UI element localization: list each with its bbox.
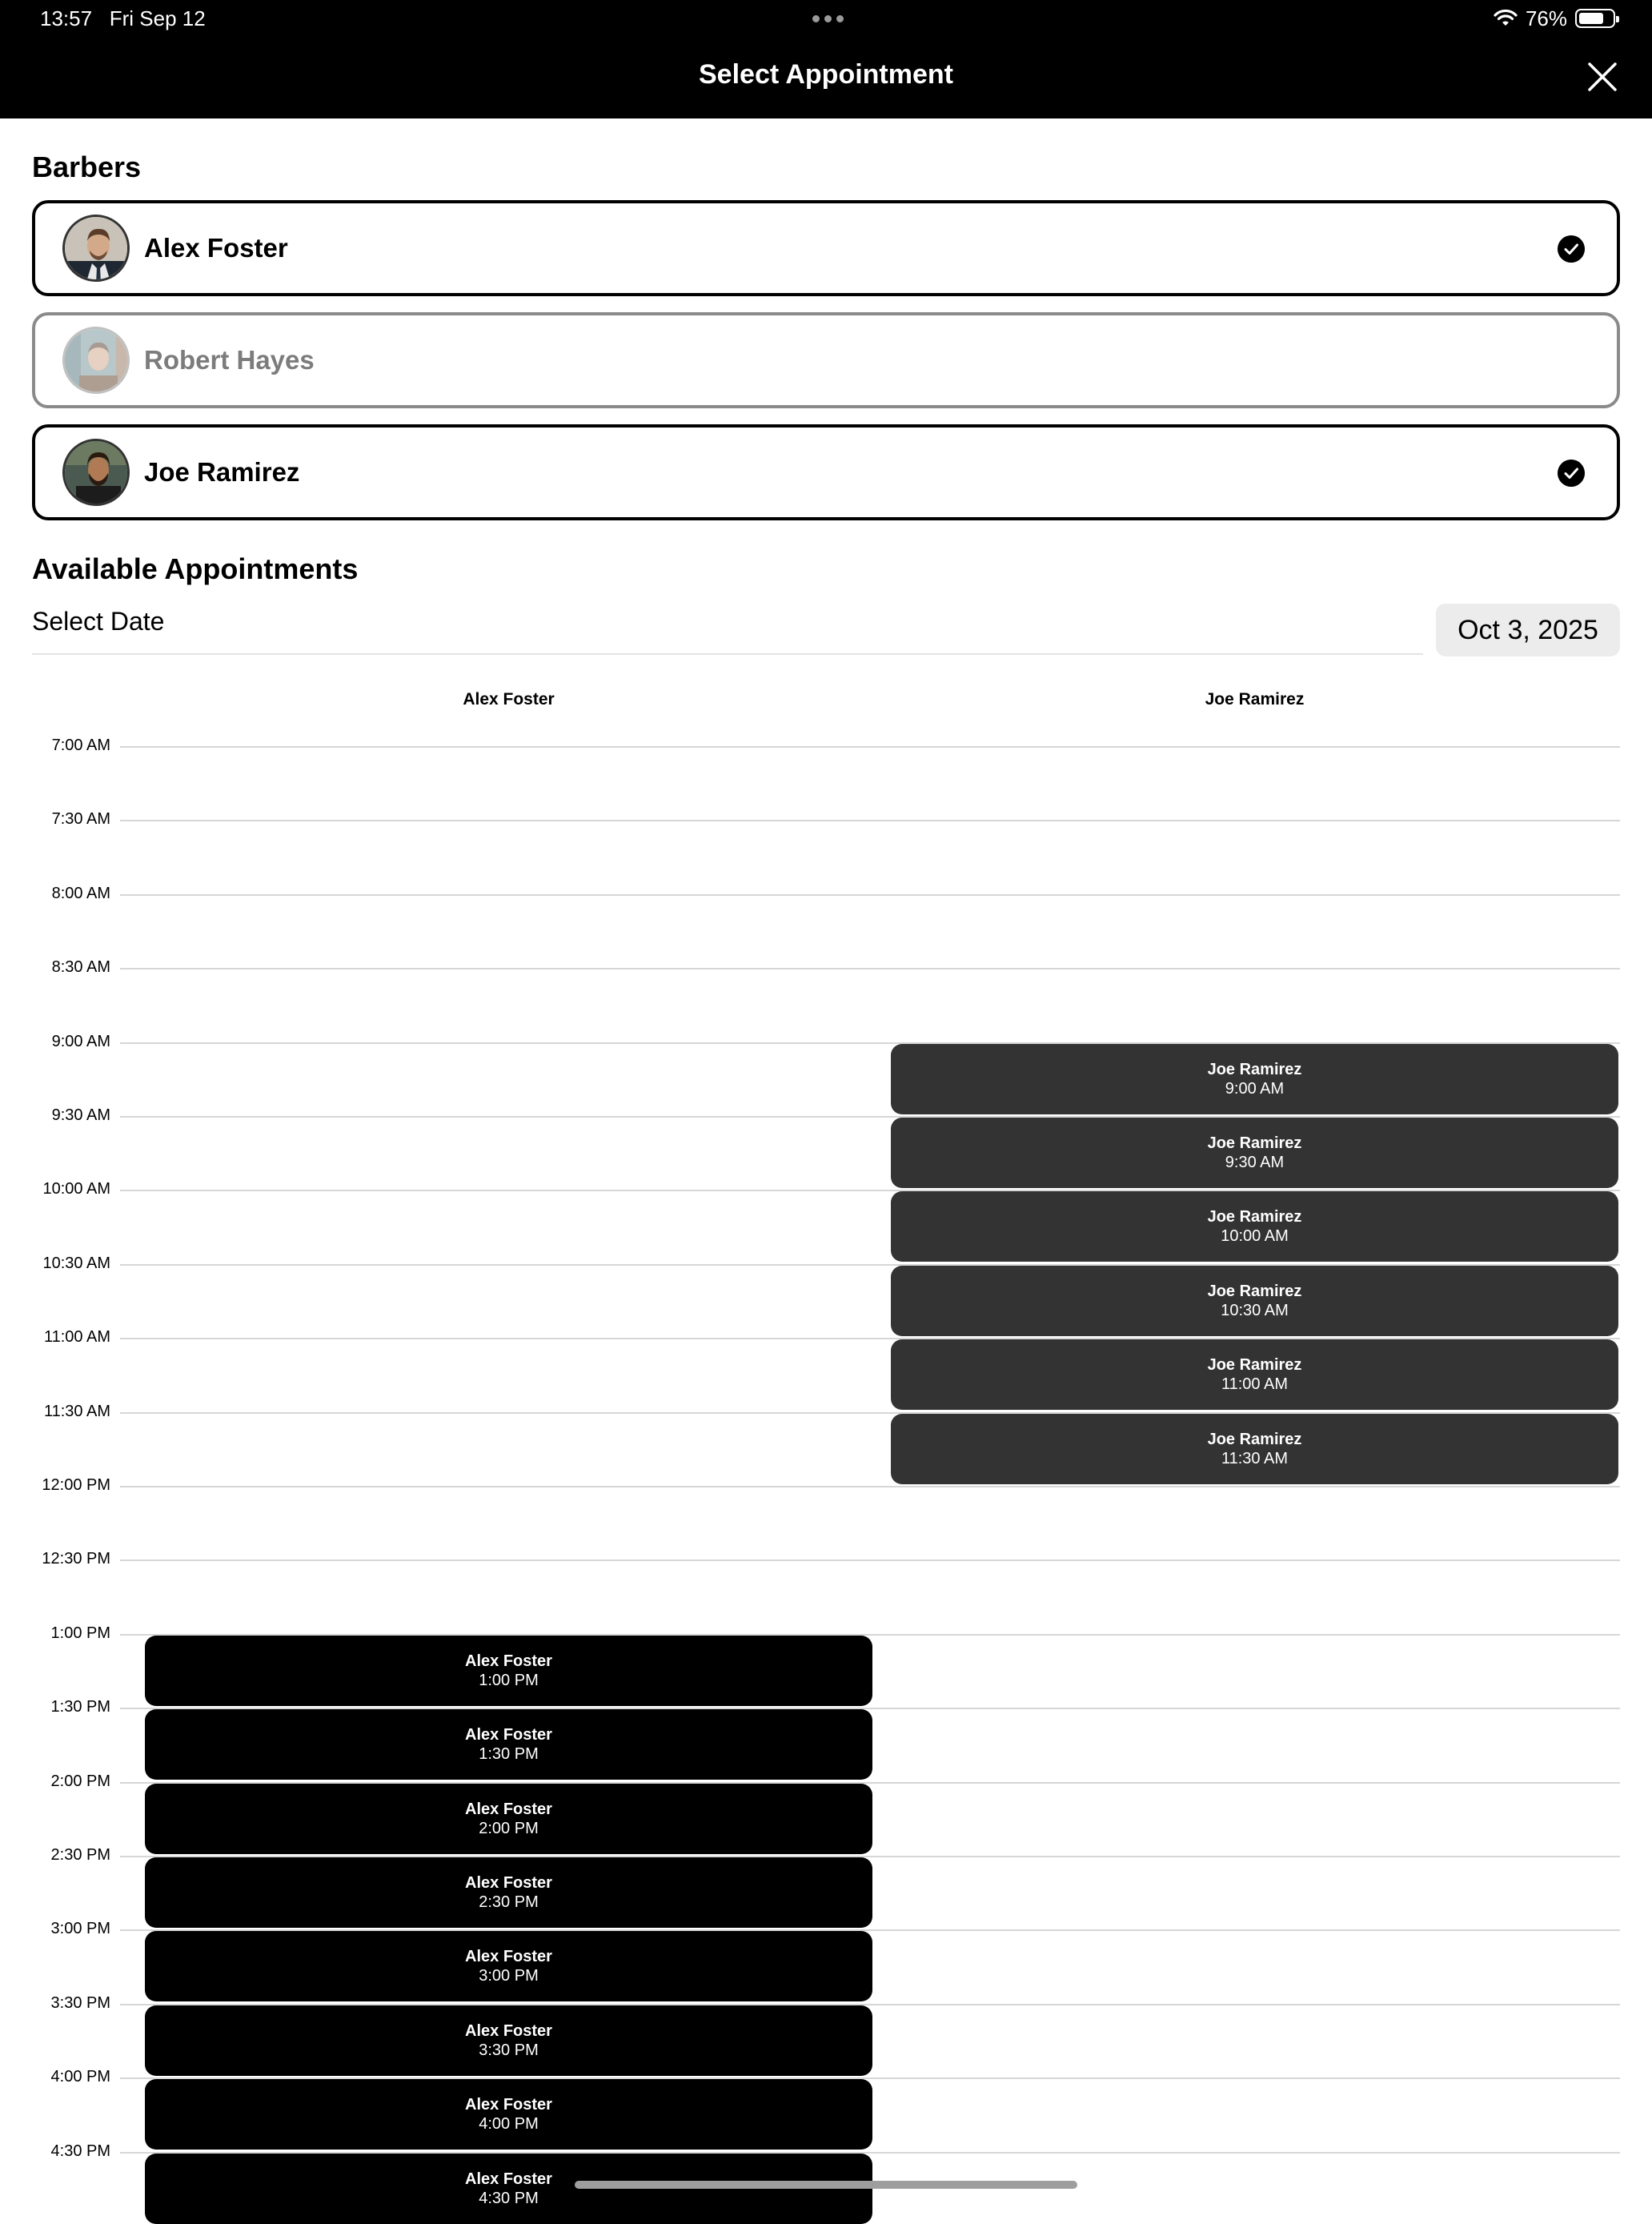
slot-barber-name: Alex Foster — [465, 2170, 552, 2188]
time-label: 3:00 PM — [50, 1920, 110, 1938]
joe-avatar-image — [65, 441, 130, 506]
slot-barber-name: Joe Ramirez — [1207, 1430, 1302, 1448]
time-label: 12:30 PM — [42, 1550, 110, 1568]
time-row — [0, 1550, 1652, 1592]
appointment-slot[interactable] — [145, 1931, 872, 2001]
appointment-slot[interactable] — [891, 1191, 1618, 1262]
slot-time: 9:00 AM — [1225, 1079, 1285, 1098]
date-picker-button[interactable]: Oct 3, 2025 — [1436, 604, 1620, 656]
slot-time: 4:00 PM — [479, 2115, 539, 2134]
column-header-joe-ramirez: Joe Ramirez — [1205, 690, 1305, 709]
time-row — [0, 737, 1652, 778]
time-label: 1:00 PM — [50, 1624, 110, 1642]
time-row — [0, 810, 1652, 852]
barber-card-joe-ramirez[interactable] — [32, 424, 1620, 520]
slot-time: 4:30 PM — [479, 2189, 539, 2207]
select-date-label: Select Date — [32, 607, 165, 636]
slot-barber-name: Alex Foster — [465, 1874, 552, 1892]
time-label: 11:00 AM — [43, 1328, 110, 1347]
divider — [32, 653, 1423, 655]
appointments-heading: Available Appointments — [32, 552, 359, 585]
appointment-slot[interactable] — [891, 1414, 1618, 1484]
time-label: 7:30 AM — [51, 810, 110, 829]
slot-time: 3:00 PM — [479, 1967, 539, 1985]
barber-name: Alex Foster — [144, 233, 288, 263]
time-label: 4:30 PM — [50, 2142, 110, 2160]
appointment-slot[interactable] — [145, 2005, 872, 2076]
status-time-date — [40, 6, 206, 31]
close-icon[interactable] — [1588, 62, 1617, 91]
slot-time: 3:30 PM — [479, 2041, 539, 2059]
page-title: Select Appointment — [699, 59, 953, 90]
slot-time: 1:30 PM — [479, 1745, 539, 1764]
slot-barber-name: Joe Ramirez — [1207, 1208, 1302, 1226]
slot-time: 11:30 AM — [1221, 1449, 1289, 1467]
slot-barber-name: Joe Ramirez — [1207, 1356, 1302, 1375]
slot-barber-name: Alex Foster — [465, 1726, 552, 1744]
time-row — [0, 958, 1652, 1000]
time-label: 9:00 AM — [51, 1032, 110, 1050]
top-bar — [0, 0, 1652, 118]
barber-name: Robert Hayes — [144, 345, 315, 375]
slot-barber-name: Alex Foster — [465, 2096, 552, 2114]
slot-barber-name: Joe Ramirez — [1207, 1060, 1302, 1078]
appointment-slot[interactable] — [891, 1266, 1618, 1336]
appointment-slot[interactable] — [145, 1709, 872, 1780]
wifi-icon — [1494, 9, 1518, 28]
time-label: 8:30 AM — [51, 958, 110, 977]
grid-line — [120, 1486, 1620, 1487]
status-date: Fri Sep 12 — [109, 6, 206, 30]
battery-percent: 76% — [1525, 6, 1567, 30]
grid-line — [120, 1560, 1620, 1561]
slot-barber-name: Alex Foster — [465, 1948, 552, 1966]
status-time: 13:57 — [40, 6, 93, 30]
time-label: 10:00 AM — [42, 1180, 110, 1198]
barbers-heading: Barbers — [32, 151, 142, 183]
time-label: 2:00 PM — [50, 1772, 110, 1790]
grid-line — [120, 820, 1620, 821]
slot-time: 10:30 AM — [1221, 1301, 1289, 1319]
time-label: 1:30 PM — [50, 1698, 110, 1716]
home-indicator[interactable] — [575, 2181, 1077, 2189]
appointment-slot[interactable] — [145, 1857, 872, 1928]
slot-barber-name: Alex Foster — [465, 1652, 552, 1670]
appointment-slot[interactable] — [145, 2079, 872, 2150]
grid-line — [120, 894, 1620, 896]
slot-time: 2:00 PM — [479, 1819, 539, 1837]
column-header-alex-foster: Alex Foster — [463, 690, 555, 709]
slot-barber-name: Joe Ramirez — [1207, 1134, 1302, 1152]
robert-avatar-image — [65, 329, 130, 394]
appointment-slot[interactable] — [145, 1784, 872, 1854]
avatar — [62, 439, 130, 506]
time-label: 3:30 PM — [50, 1993, 110, 2012]
slot-time: 10:00 AM — [1221, 1227, 1289, 1246]
time-label: 10:30 AM — [42, 1254, 110, 1272]
grid-line — [120, 746, 1620, 748]
barber-card-alex-foster[interactable] — [32, 200, 1620, 296]
checkmark-icon — [1558, 235, 1585, 263]
time-label: 7:00 AM — [51, 737, 110, 754]
slot-time: 2:30 PM — [479, 1893, 539, 1911]
time-row — [0, 1476, 1652, 1518]
time-label: 11:30 AM — [43, 1402, 110, 1420]
checkmark-icon — [1558, 460, 1585, 487]
slot-barber-name: Alex Foster — [465, 1800, 552, 1818]
battery-icon — [1575, 9, 1615, 28]
avatar — [62, 327, 130, 394]
slot-time: 11:00 AM — [1221, 1375, 1289, 1394]
barber-name: Joe Ramirez — [144, 457, 300, 487]
appointment-slot[interactable] — [891, 1339, 1618, 1410]
slot-barber-name: Joe Ramirez — [1207, 1282, 1302, 1300]
appointment-slot[interactable] — [145, 1636, 872, 1706]
slot-barber-name: Alex Foster — [465, 2021, 552, 2040]
time-label: 12:00 PM — [42, 1476, 110, 1494]
slot-time: 1:00 PM — [479, 1671, 539, 1689]
slot-time: 9:30 AM — [1225, 1154, 1285, 1171]
grid-line — [120, 968, 1620, 969]
time-label: 8:00 AM — [51, 884, 110, 902]
appointment-slot[interactable] — [891, 1044, 1618, 1114]
time-label: 4:00 PM — [50, 2068, 110, 2086]
barber-card-robert-hayes[interactable] — [32, 312, 1620, 408]
avatar — [62, 215, 130, 282]
status-indicators — [1494, 6, 1615, 30]
time-label: 9:30 AM — [51, 1106, 110, 1124]
appointment-slot[interactable] — [891, 1118, 1618, 1188]
time-label: 2:30 PM — [50, 1846, 110, 1864]
alex-avatar-image — [65, 217, 130, 282]
time-row — [0, 884, 1652, 926]
multitasking-dots-icon[interactable] — [810, 8, 845, 29]
